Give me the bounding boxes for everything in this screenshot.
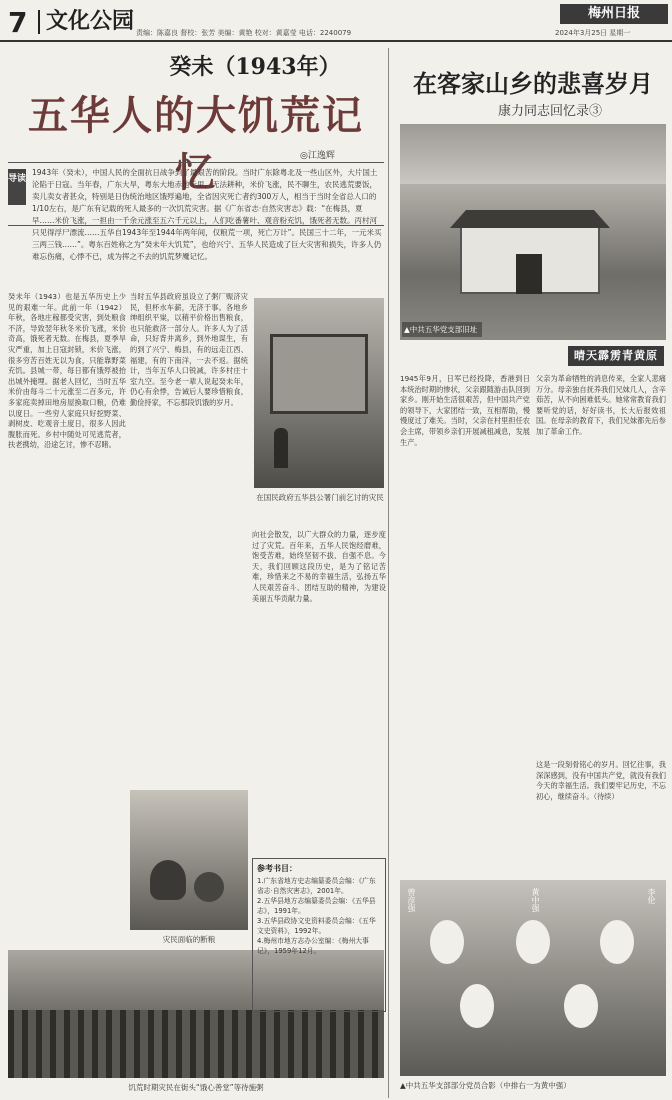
editor-credits: 责编：陈嘉良 督校：张芳 美编：黄艳 校对：黄嘉莹 电话：2240079 <box>136 29 352 37</box>
photo3-caption: 饥荒时期灾民在街头“饿心善堂”等待施粥 <box>128 1083 264 1092</box>
left-title: 五华人的大饥荒记忆 <box>28 92 364 196</box>
photo-famine-pots <box>130 790 248 930</box>
references-box <box>252 858 386 1012</box>
section-title: 文化公园 <box>38 10 134 34</box>
lead-label: 导读 <box>8 169 26 205</box>
photo2-caption: 灾民面临的断粮 <box>162 935 216 944</box>
left-body-col-3: 向社会散发，以广大群众的力量，逐步度过了灾荒。百年来，五华人民饱经磨难，饱受苦难，始终坚韧不拔、自强不息。今天，我们回顾这段历史，是为了铭记苦难，珍惜来之不易的幸福生活，弘扬五华人民艰苦奋斗、团结互助的精神，为建设美丽五华贡献力量。 <box>252 530 386 603</box>
reference-item: 2.五华县地方志编纂委员会编：《五华县志》，1991年。 <box>257 897 376 915</box>
page-header <box>0 0 672 42</box>
left-kicker: 癸未（1943年） <box>169 54 341 80</box>
right-subtitle: 康力同志回忆录③ <box>497 104 602 119</box>
section-banner: 晴天霹雳青黄原 <box>568 346 664 366</box>
references-title: 参考书目： <box>257 864 297 873</box>
newspaper-logo: 梅州日报 <box>560 4 668 24</box>
left-body-col-1: 癸未年（1943）也是五华历史上少见的艰难一年。此前一年（1942）年秋，各地庄稼都受灾害，到处粮食不济，导致翌年秋冬米价飞涨，米价奇高，饿死者无数。在梅县，夏季旱灾严重，加上日寇封锁，米价飞涨，很多穷苦百姓无以为食，只能靠野菜充饥。县城一带，每日都有饿殍被抬出城外掩埋。据老人回忆，当时五华米价由每斗二十元涨至二百多元，许多家庭卖掉田地房屋换取口粮，仍难以度日。一些穷人家庭只好挖野菜、剥树皮、吃观音土度日，很多人因此腹胀而死。乡村中随处可见逃荒者，扶老携幼，沿途乞讨，惨不忍睹。 <box>8 292 126 450</box>
reference-item: 1.广东省地方史志编纂委员会编：《广东省志·自然灾害志》，2001年。 <box>257 877 376 895</box>
right-body-col-3: 这是一段刻骨铭心的岁月。回忆往事，我深深感到，没有中国共产党，就没有我们今天的幸福生活。我们要牢记历史，不忘初心，继续奋斗。（待续） <box>536 760 666 801</box>
left-byline: ◎江逸辉 <box>300 151 335 161</box>
photo1-caption: 在国民政府五华县公署门前乞讨的灾民 <box>256 493 384 502</box>
photo-label: 曾彦强 <box>407 888 416 912</box>
right-body-col-1: 1945年9月，日军已经投降，香港到日本统治时期的惨状，父亲跟随游击队回到家乡。刚开始生活很艰苦，但中国共产党的领导下，大家团结一致，互相帮助，慢慢度过了难关。当时，父亲在村里担任农会主席，带领乡亲们开展减租减息，发展生产。 <box>400 374 530 447</box>
column-divider <box>388 48 389 1098</box>
left-body-col-2: 当时五华县政府虽设立了粥厂赈济灾民，但杯水车薪，无济于事。各地乡绅组织平粜，以稍平价格出售粮食，也只能救济一部分人。许多人为了活命，只好背井离乡，到外地谋生，有的到了兴宁、梅县，有的远走江西、福建，有的下南洋，一去不返。据统计，当年五华人口锐减，许多村庄十室九空。至今老一辈人说起癸未年，仍心有余悸，告诫后人要珍惜粮食，勤俭持家，不忘那段饥饿的岁月。 <box>130 292 248 407</box>
photo-beggars-at-office <box>254 298 384 488</box>
lead-text: 1943年（癸未），中国人民的全面抗日战争到了最艰苦的阶段。当时广东除粤北及一些山区外，大片国土沦陷于日寇。当年春，广东大旱，粤东大地赤地千里，无法耕种，米价飞涨，民不聊生，农民逃荒要饭，卖儿卖女者甚众，特别是日伪统治地区饿殍遍地，全省因灾死亡者约300万人，相当于当时全省总人口的1/10左右，是广东有记载的死人最多的一次饥荒灾害。据《广东省志·自然灾害志》载：“在梅县，夏早……米价飞涨，一担由一千余元涨至五六千元以上，人们吃番薯叶、观音粉充饥，饿死者无数。丙村河只见得浮尸漂流……五华自1943年至1944年两年间，仅粮荒一项，死亡万计”。民国三十二年，一元米买三两三钱……”。粤东百姓称之为“癸未年大饥荒”，也给兴宁、五华人民造成了巨大灾害和损失，许多人仍难忘伤痛，心悸不已，成为挥之不去的饥荒梦魇记忆。 <box>32 168 382 261</box>
right-photo2-caption: ▲中共五华支部部分党员合影（中排右一为黄中强） <box>400 1081 571 1090</box>
page-number: 7 <box>8 6 28 39</box>
reference-item: 4.梅州市地方志办公室编：《梅州大事记》，1959年12月。 <box>257 937 369 955</box>
right-photo1-caption: ▲中共五华党支部旧址 <box>402 322 482 337</box>
photo-label: 李伦 <box>647 888 656 904</box>
lead-box <box>8 162 384 261</box>
reference-item: 3.五华县政协文史资料委员会编：《五华文史资料》，1992年。 <box>257 917 376 935</box>
photo-village-site <box>400 124 666 340</box>
photo-party-members <box>400 880 666 1076</box>
right-title: 在客家山乡的悲喜岁月 <box>413 69 653 98</box>
issue-date: 2024年3月25日 星期一 <box>555 29 631 37</box>
photo-label: 黄中强 <box>531 888 540 912</box>
right-body-col-2: 父亲为革命牺牲的消息传来，全家人悲痛万分。母亲独自抚养我们兄妹几人，含辛茹苦，从不向困难低头。她常常教育我们要听党的话，好好读书，长大后报效祖国。在母亲的教育下，我们兄妹都先后参加了革命工作。 <box>536 374 666 436</box>
